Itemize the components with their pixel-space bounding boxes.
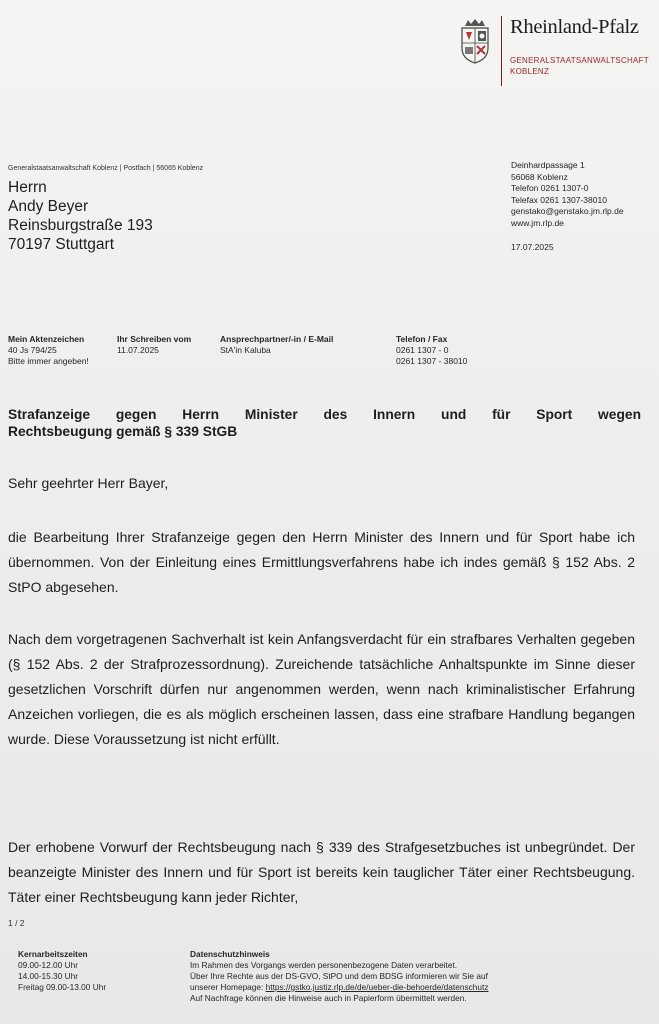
recipient-city: 70197 Stuttgart: [8, 236, 114, 253]
reference-aktenzeichen: [8, 334, 89, 367]
coat-of-arms-icon: [458, 18, 492, 64]
logo-divider: [501, 16, 502, 86]
reference-schreiben: [117, 334, 191, 356]
reference-telefon: [396, 334, 467, 367]
hours-line-2: 14.00-15.30 Uhr: [18, 971, 78, 981]
hours-line-3: Freitag 09.00-13.00 Uhr: [18, 982, 107, 992]
greeting: Sehr geehrter Herr Bayer,: [8, 475, 169, 491]
page-indicator: 1 / 2: [8, 918, 25, 928]
contact-email[interactable]: genstako@genstako.jm.rlp.de: [511, 206, 624, 216]
authority-name-line2: KOBLENZ: [510, 67, 550, 76]
body-paragraph-3: Der erhobene Vorwurf der Rechtsbeugung nach § 339 des Strafgesetzbuches ist unbegründet. Der beanzeigte Minister des Innern und für Sport ist bereits kein tauglicher Täter einer Rechtsbeugung. Täter einer Rechtsbeugung kann jeder Richter,: [8, 839, 635, 905]
schreiben-value: 11.07.2025: [117, 345, 159, 355]
recipient-street: Reinsburgstraße 193: [8, 217, 153, 234]
body-paragraph-2: Nach dem vorgetragenen Sachverhalt ist kein Anfangsverdacht für ein strafbares Verhalten gegeben (§ 152 Abs. 2 der Strafprozessordnung). Zureichende tatsächliche Anhaltspunkte im Sinne dieser gesetzlichen Vorschrift dürfen nur angenommen werden, wenn nach kriminalistischer Erfahrung Anzeichen vorliegen, die es als möglich erscheinen lassen, dass eine strafbare Handlung begangen wurde. Diese Voraussetzung ist nicht erfüllt.: [8, 631, 635, 747]
reference-ansprechpartner: [220, 334, 333, 356]
contact-fax: Telefax 0261 1307-38010: [511, 194, 607, 205]
contact-block: [511, 160, 624, 229]
footer-hours: [18, 949, 106, 993]
state-wordmark: Rheinland-Pfalz: [510, 16, 639, 38]
authority-name: [510, 55, 649, 77]
contact-city: 56068 Koblenz: [511, 171, 568, 182]
telefon-value-1: 0261 1307 - 0: [396, 345, 449, 355]
contact-web[interactable]: www.jm.rlp.de: [511, 217, 564, 228]
hours-title: Kernarbeitszeiten: [18, 949, 88, 959]
aktenzeichen-value: 40 Js 794/25: [8, 345, 57, 355]
aktenzeichen-note: Bitte immer angeben!: [8, 356, 89, 366]
privacy-line-1: Im Rahmen des Vorgangs werden personenbezogene Daten verarbeitet.: [190, 960, 458, 970]
footer-privacy: [190, 949, 488, 1004]
schreiben-label: Ihr Schreiben vom: [117, 334, 192, 344]
contact-street: Deinhardpassage 1: [511, 160, 585, 170]
contact-phone: Telefon 0261 1307-0: [511, 183, 589, 193]
subject-line-2: Rechtsbeugung gemäß § 339 StGB: [8, 424, 238, 439]
letter-date: 17.07.2025: [511, 242, 554, 252]
telefon-label: Telefon / Fax: [396, 334, 448, 344]
hours-line-1: 09.00-12.00 Uhr: [18, 960, 78, 970]
recipient-name: Andy Beyer: [8, 198, 89, 215]
privacy-line-2: Über Ihre Rechte aus der DS-GVO, StPO und dem BDSG informieren wir Sie auf: [190, 971, 488, 981]
ansprech-value: StA'in Kaluba: [220, 345, 271, 355]
sender-line: Generalstaatsanwaltschaft Koblenz | Postfach | 56065 Koblenz: [8, 165, 204, 172]
privacy-line-3: [190, 982, 488, 993]
privacy-line-4: Auf Nachfrage können die Hinweise auch in Papierform übermittelt werden.: [190, 993, 467, 1003]
aktenzeichen-label: Mein Aktenzeichen: [8, 334, 85, 344]
ansprech-label: Ansprechpartner/-in / E-Mail: [220, 334, 334, 344]
authority-name-line1: GENERALSTAATSANWALTSCHAFT: [510, 56, 649, 65]
subject-line-1: Strafanzeige gegen Herrn Minister des Innern und für Sport wegen: [8, 407, 641, 422]
privacy-link[interactable]: https://gstko.justiz.rlp.de/de/ueber-die-behoerde/datenschutz: [265, 982, 489, 992]
privacy-prefix: unserer Homepage:: [190, 982, 264, 992]
telefon-value-2: 0261 1307 - 38010: [396, 356, 468, 366]
recipient-address: [8, 178, 153, 254]
body-paragraph-1: die Bearbeitung Ihrer Strafanzeige gegen den Herrn Minister des Innern und für Sport habe ich übernommen. Von der Einleitung eines Ermittlungsverfahrens habe ich indes gemäß § 152 Abs. 2 StPO abgesehen.: [8, 529, 635, 595]
privacy-title: Datenschutzhinweis: [190, 949, 270, 959]
recipient-salutation: Herrn: [8, 179, 47, 196]
